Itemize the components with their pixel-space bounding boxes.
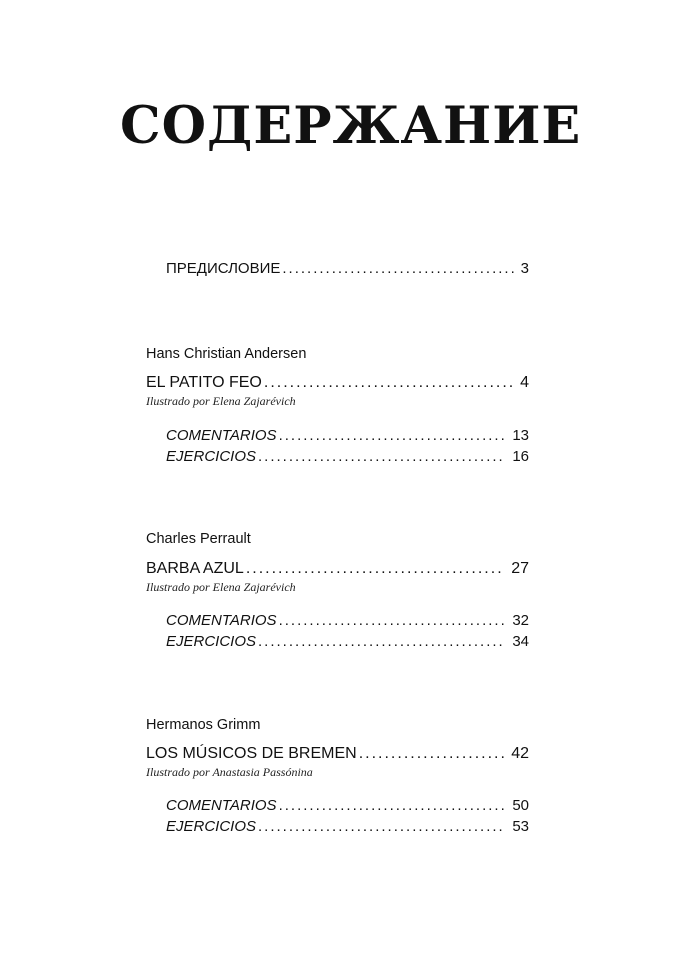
subsection-label: EJERCICIOS xyxy=(166,818,257,835)
toc-page-number: 16 xyxy=(512,448,529,465)
story-author: Hermanos Grimm xyxy=(146,717,261,733)
subsection-label: COMENTARIOS xyxy=(166,797,277,814)
toc-entry-subsection[interactable] xyxy=(166,818,529,835)
subsection-label: COMENTARIOS xyxy=(166,612,277,629)
toc-entry-subsection[interactable] xyxy=(166,797,529,814)
dot-leader xyxy=(279,427,507,444)
toc-entry-subsection[interactable] xyxy=(166,448,529,465)
dot-leader xyxy=(246,560,505,578)
subsection-label: EJERCICIOS xyxy=(166,448,257,465)
dot-leader xyxy=(258,818,506,835)
toc-entry-story[interactable] xyxy=(146,560,529,578)
subsection-label: EJERCICIOS xyxy=(166,633,257,650)
story-title: BARBA AZUL xyxy=(146,560,244,577)
dot-leader xyxy=(282,260,514,277)
dot-leader xyxy=(279,797,507,814)
toc-page-number: 42 xyxy=(511,745,529,762)
toc-entry-story[interactable] xyxy=(146,374,529,392)
toc-page-number: 3 xyxy=(520,260,529,277)
story-author: Charles Perrault xyxy=(146,531,251,547)
toc-page-number: 50 xyxy=(512,797,529,814)
toc-page-number: 53 xyxy=(512,818,529,835)
story-illustrator: Ilustrado por Anastasia Passónina xyxy=(146,765,313,779)
toc-entry-preface[interactable] xyxy=(166,260,529,277)
toc-page-number: 32 xyxy=(512,612,529,629)
dot-leader xyxy=(359,745,506,763)
toc-entry-story[interactable] xyxy=(146,745,529,763)
story-title: EL PATITO FEO xyxy=(146,374,262,391)
toc-page-number: 27 xyxy=(511,560,529,577)
toc-entry-subsection[interactable] xyxy=(166,427,529,444)
dot-leader xyxy=(258,633,506,650)
dot-leader xyxy=(264,374,514,392)
toc-page-number: 13 xyxy=(512,427,529,444)
toc-page-number: 4 xyxy=(520,374,529,391)
toc-entry-subsection[interactable] xyxy=(166,633,529,650)
toc-entry-label: ПРЕДИСЛОВИЕ xyxy=(166,260,281,277)
page-title: СОДЕРЖАНИЕ xyxy=(120,96,582,156)
story-title: LOS MÚSICOS DE BREMEN xyxy=(146,745,357,762)
story-illustrator: Ilustrado por Elena Zajarévich xyxy=(146,394,296,408)
dot-leader xyxy=(258,448,506,465)
subsection-label: COMENTARIOS xyxy=(166,427,277,444)
dot-leader xyxy=(279,612,507,629)
story-author: Hans Christian Andersen xyxy=(146,346,307,362)
story-illustrator: Ilustrado por Elena Zajarévich xyxy=(146,580,296,594)
toc-entry-subsection[interactable] xyxy=(166,612,529,629)
toc-page-number: 34 xyxy=(512,633,529,650)
